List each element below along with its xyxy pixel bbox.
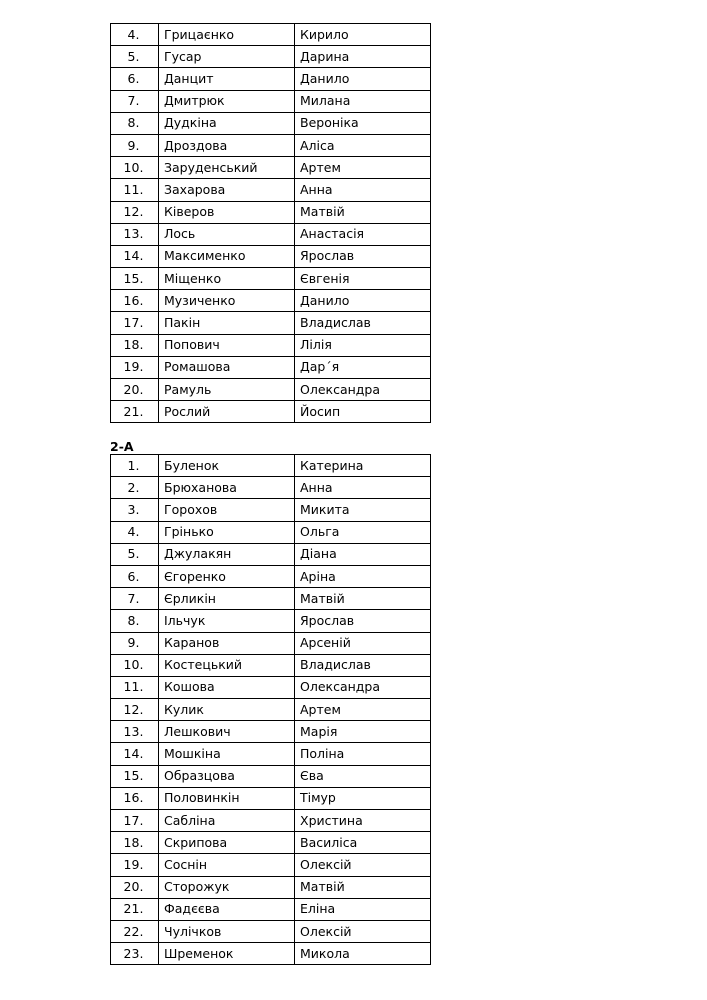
- row-number-cell: 2.: [111, 477, 159, 499]
- table-row: [111, 654, 431, 676]
- first-name-cell: Ольга: [295, 521, 431, 543]
- table-row: [111, 765, 431, 787]
- row-number-cell: 16.: [111, 787, 159, 809]
- table-row: [111, 743, 431, 765]
- first-name-cell: Катерина: [295, 455, 431, 477]
- table-row: [111, 90, 431, 112]
- table-row: [111, 920, 431, 942]
- first-name-cell: Матвій: [295, 876, 431, 898]
- row-number-cell: 12.: [111, 201, 159, 223]
- first-name-cell: Микита: [295, 499, 431, 521]
- table-row: [111, 721, 431, 743]
- row-number-cell: 11.: [111, 676, 159, 698]
- first-name-cell: Анна: [295, 179, 431, 201]
- row-number-cell: 6.: [111, 565, 159, 587]
- row-number-cell: 18.: [111, 334, 159, 356]
- first-name-cell: Василіса: [295, 832, 431, 854]
- table-row: [111, 134, 431, 156]
- table-row: [111, 499, 431, 521]
- first-name-cell: Поліна: [295, 743, 431, 765]
- first-name-cell: Данило: [295, 290, 431, 312]
- student-table-1-body: [111, 24, 431, 423]
- student-table-2-body: [111, 455, 431, 965]
- row-number-cell: 15.: [111, 765, 159, 787]
- row-number-cell: 7.: [111, 588, 159, 610]
- row-number-cell: 14.: [111, 245, 159, 267]
- table-row: [111, 699, 431, 721]
- row-number-cell: 15.: [111, 268, 159, 290]
- first-name-cell: Анна: [295, 477, 431, 499]
- row-number-cell: 10.: [111, 654, 159, 676]
- student-table-1: [110, 23, 431, 423]
- first-name-cell: Матвій: [295, 588, 431, 610]
- first-name-cell: Олександра: [295, 379, 431, 401]
- table-row: [111, 356, 431, 378]
- first-name-cell: Вероніка: [295, 112, 431, 134]
- row-number-cell: 5.: [111, 543, 159, 565]
- row-number-cell: 22.: [111, 920, 159, 942]
- surname-cell: Музиченко: [159, 290, 295, 312]
- row-number-cell: 6.: [111, 68, 159, 90]
- surname-cell: Дроздова: [159, 134, 295, 156]
- first-name-cell: Марія: [295, 721, 431, 743]
- surname-cell: Кошова: [159, 676, 295, 698]
- first-name-cell: Діана: [295, 543, 431, 565]
- first-name-cell: Христина: [295, 810, 431, 832]
- table-row: [111, 610, 431, 632]
- row-number-cell: 17.: [111, 810, 159, 832]
- row-number-cell: 9.: [111, 134, 159, 156]
- surname-cell: Горохов: [159, 499, 295, 521]
- table-row: [111, 290, 431, 312]
- first-name-cell: Данило: [295, 68, 431, 90]
- row-number-cell: 7.: [111, 90, 159, 112]
- row-number-cell: 21.: [111, 401, 159, 423]
- table-row: [111, 632, 431, 654]
- table-row: [111, 312, 431, 334]
- first-name-cell: Милана: [295, 90, 431, 112]
- row-number-cell: 18.: [111, 832, 159, 854]
- row-number-cell: 12.: [111, 699, 159, 721]
- first-name-cell: Євгенія: [295, 268, 431, 290]
- surname-cell: Лешкович: [159, 721, 295, 743]
- row-number-cell: 20.: [111, 379, 159, 401]
- table-row: [111, 245, 431, 267]
- row-number-cell: 11.: [111, 179, 159, 201]
- surname-cell: Скрипова: [159, 832, 295, 854]
- table-row: [111, 112, 431, 134]
- row-number-cell: 19.: [111, 356, 159, 378]
- row-number-cell: 20.: [111, 876, 159, 898]
- row-number-cell: 8.: [111, 610, 159, 632]
- first-name-cell: Ярослав: [295, 245, 431, 267]
- table-row: [111, 676, 431, 698]
- first-name-cell: Ярослав: [295, 610, 431, 632]
- first-name-cell: Йосип: [295, 401, 431, 423]
- table-row: [111, 477, 431, 499]
- first-name-cell: Владислав: [295, 312, 431, 334]
- first-name-cell: Олексій: [295, 920, 431, 942]
- first-name-cell: Микола: [295, 943, 431, 965]
- first-name-cell: Аліса: [295, 134, 431, 156]
- surname-cell: Образцова: [159, 765, 295, 787]
- surname-cell: Міщенко: [159, 268, 295, 290]
- surname-cell: Джулакян: [159, 543, 295, 565]
- row-number-cell: 9.: [111, 632, 159, 654]
- table-row: [111, 943, 431, 965]
- first-name-cell: Тімур: [295, 787, 431, 809]
- table-row: [111, 223, 431, 245]
- table-row: [111, 68, 431, 90]
- first-name-cell: Матвій: [295, 201, 431, 223]
- surname-cell: Ківеров: [159, 201, 295, 223]
- surname-cell: Грінько: [159, 521, 295, 543]
- table-row: [111, 379, 431, 401]
- row-number-cell: 13.: [111, 223, 159, 245]
- row-number-cell: 23.: [111, 943, 159, 965]
- surname-cell: Мошкіна: [159, 743, 295, 765]
- first-name-cell: Владислав: [295, 654, 431, 676]
- table-row: [111, 268, 431, 290]
- first-name-cell: Олександра: [295, 676, 431, 698]
- row-number-cell: 21.: [111, 898, 159, 920]
- surname-cell: Єгоренко: [159, 565, 295, 587]
- surname-cell: Рамуль: [159, 379, 295, 401]
- first-name-cell: Еліна: [295, 898, 431, 920]
- surname-cell: Сабліна: [159, 810, 295, 832]
- table-row: [111, 401, 431, 423]
- table-row: [111, 787, 431, 809]
- first-name-cell: Артем: [295, 699, 431, 721]
- surname-cell: Гусар: [159, 46, 295, 68]
- surname-cell: Дмитрюк: [159, 90, 295, 112]
- surname-cell: Чулічков: [159, 920, 295, 942]
- student-table-2: [110, 454, 431, 965]
- table-row: [111, 588, 431, 610]
- table-row: [111, 543, 431, 565]
- row-number-cell: 14.: [111, 743, 159, 765]
- table-row: [111, 201, 431, 223]
- surname-cell: Заруденський: [159, 157, 295, 179]
- first-name-cell: Анастасія: [295, 223, 431, 245]
- first-name-cell: Єва: [295, 765, 431, 787]
- class-section-title: 2-А: [110, 439, 134, 454]
- first-name-cell: Дарина: [295, 46, 431, 68]
- surname-cell: Брюханова: [159, 477, 295, 499]
- surname-cell: Костецький: [159, 654, 295, 676]
- surname-cell: Рослий: [159, 401, 295, 423]
- row-number-cell: 13.: [111, 721, 159, 743]
- first-name-cell: Аріна: [295, 565, 431, 587]
- table-row: [111, 810, 431, 832]
- row-number-cell: 1.: [111, 455, 159, 477]
- table-row: [111, 334, 431, 356]
- surname-cell: Шременок: [159, 943, 295, 965]
- table-row: [111, 24, 431, 46]
- surname-cell: Лось: [159, 223, 295, 245]
- surname-cell: Захарова: [159, 179, 295, 201]
- table-row: [111, 521, 431, 543]
- surname-cell: Дудкіна: [159, 112, 295, 134]
- surname-cell: Єрликін: [159, 588, 295, 610]
- surname-cell: Пакін: [159, 312, 295, 334]
- surname-cell: Каранов: [159, 632, 295, 654]
- surname-cell: Максименко: [159, 245, 295, 267]
- surname-cell: Ромашова: [159, 356, 295, 378]
- first-name-cell: Олексій: [295, 854, 431, 876]
- first-name-cell: Дар´я: [295, 356, 431, 378]
- row-number-cell: 16.: [111, 290, 159, 312]
- table-row: [111, 179, 431, 201]
- row-number-cell: 17.: [111, 312, 159, 334]
- surname-cell: Кулик: [159, 699, 295, 721]
- row-number-cell: 10.: [111, 157, 159, 179]
- table-row: [111, 565, 431, 587]
- surname-cell: Буленок: [159, 455, 295, 477]
- table-row: [111, 157, 431, 179]
- first-name-cell: Лілія: [295, 334, 431, 356]
- surname-cell: Половинкін: [159, 787, 295, 809]
- first-name-cell: Кирило: [295, 24, 431, 46]
- row-number-cell: 8.: [111, 112, 159, 134]
- surname-cell: Сторожук: [159, 876, 295, 898]
- row-number-cell: 3.: [111, 499, 159, 521]
- surname-cell: Соснін: [159, 854, 295, 876]
- row-number-cell: 19.: [111, 854, 159, 876]
- surname-cell: Данцит: [159, 68, 295, 90]
- table-row: [111, 46, 431, 68]
- table-row: [111, 455, 431, 477]
- row-number-cell: 4.: [111, 24, 159, 46]
- first-name-cell: Арсеній: [295, 632, 431, 654]
- surname-cell: Грицаєнко: [159, 24, 295, 46]
- surname-cell: Фадєєва: [159, 898, 295, 920]
- row-number-cell: 4.: [111, 521, 159, 543]
- table-row: [111, 876, 431, 898]
- row-number-cell: 5.: [111, 46, 159, 68]
- surname-cell: Ільчук: [159, 610, 295, 632]
- table-row: [111, 898, 431, 920]
- first-name-cell: Артем: [295, 157, 431, 179]
- table-row: [111, 854, 431, 876]
- table-row: [111, 832, 431, 854]
- surname-cell: Попович: [159, 334, 295, 356]
